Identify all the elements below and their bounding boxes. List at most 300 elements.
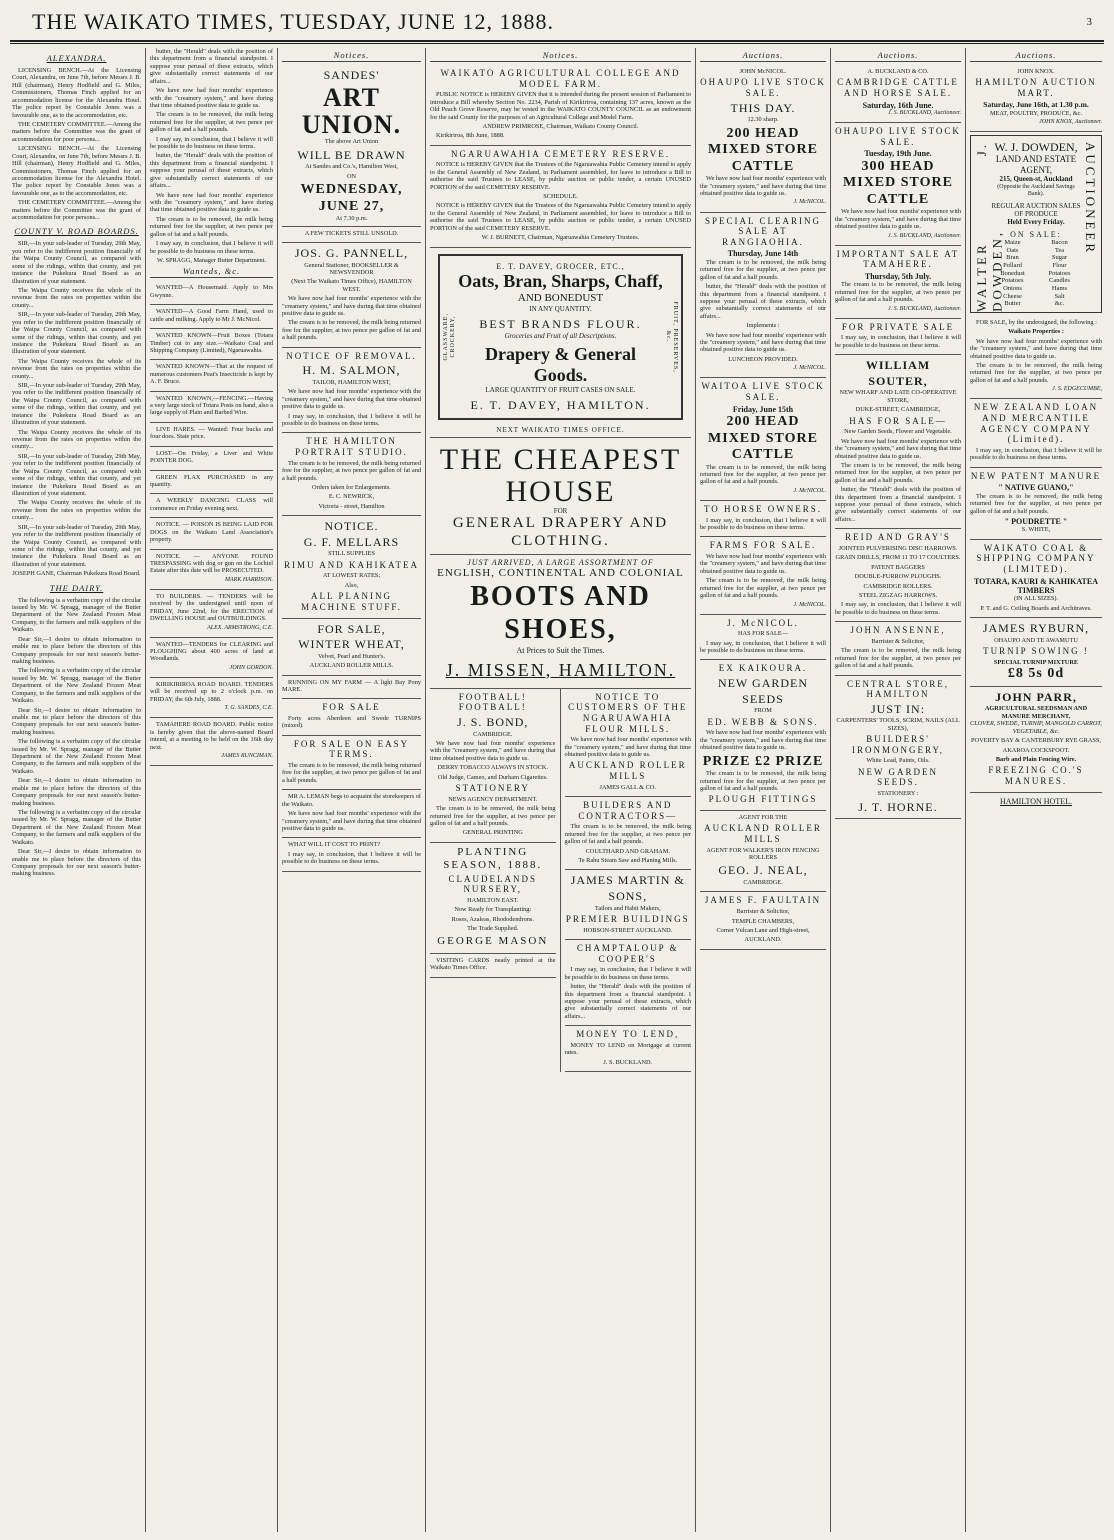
ad-line: Kirikiriroa, 8th June, 1888.: [436, 132, 505, 140]
ad-line: MEAT, POULTRY, PRODUCE, &c.: [989, 109, 1083, 117]
article-paragraph: LICENSING BENCH.—At the Licensing Court, Alexandra, on June 7th, before Messrs J. B. Hill (chairman), Henry Hodfield and G. Miles, Commissioners, Thomas Finch applied for an accommodation license for the Alexandra Hotel. The police report by Constable Jones was a favourable one, as to the accommodation, etc.: [12, 67, 141, 119]
ad-line: Implements :: [746, 322, 780, 330]
signer-name: JOHN GORDON.: [229, 664, 273, 671]
article-paragraph: The cream is to be removed, the milk being returned free for the supplier, at two pence per gallon of fat and a half pounds.: [150, 215, 273, 238]
goods-item: Candles: [1049, 277, 1070, 285]
ad-line: NEXT WAIKATO TIMES OFFICE.: [496, 425, 625, 434]
wanted-ad: [150, 494, 273, 518]
turnips-ad: [282, 699, 421, 735]
ad-body: butter, the "Herald" deals with the position of this department from a financial standpoint. I suppose your perusal of these extracts, which give substantially correct statements of our affairs...: [564, 983, 691, 1020]
ad-body: We have now had four months' experience with the "creamery system," and have during that time obtained positive data to guide us.: [700, 331, 826, 354]
ad-line: The Trade Supplied.: [467, 925, 519, 933]
ad-line: PLOUGH FITTINGS: [708, 794, 818, 805]
ad-headline: FOR SALE,: [317, 621, 386, 636]
ad-line: CAMBRIDGE.: [743, 879, 783, 887]
ad-headline: Oats, Bran, Sharps, Chaff,: [458, 271, 663, 292]
ad-headline: FOR SALE ON EASY TERMS.: [293, 738, 410, 760]
ad-headline: J. S. BOND,: [457, 715, 529, 729]
ad-headline: CLAUDELANDS NURSERY,: [448, 873, 537, 895]
auctioneer-name: J. S. BUCKLAND, Auctioneer.: [887, 110, 961, 117]
ad-body: We have now had four months' experience with the "creamery system," and have during that time obtained positive data to guide us.: [282, 388, 421, 411]
ad-body: butter, the "Herald" deals with the position of this department from a financial standpoint. I suppose your perusal of these extracts, which give substantially correct statements of our affairs...: [835, 486, 961, 523]
ad-line: " POUDRETTE ": [1004, 516, 1068, 526]
ad-line: P. T. and G. Ceiling Boards and Architraves.: [980, 604, 1092, 612]
column-4: [426, 48, 696, 1532]
ad-line: ENGLISH, CONTINENTAL AND COLONIAL: [437, 567, 684, 580]
article-paragraph: The following is a verbatim copy of the circular issued by Mr. W. Spragg, manager of the Butter Department of the New Zealand Frozen Meat Company, to the farmers and milk suppliers of the Waikato.: [12, 738, 141, 775]
ad-body: VISITING CARDS neatly printed at the Waikato Times Office.: [430, 956, 556, 972]
ad-line: (Next The Waikato Times Office), HAMILTON WEST.: [291, 278, 412, 293]
ad-body: We have now had four months' experience with the "creamery system," and have during that time obtained positive data to guide us.: [835, 437, 961, 460]
ad-line: General Stationer, BOOKSELLER & NEWSVENDOR: [304, 261, 399, 276]
wanted-ad: [150, 471, 273, 495]
ad-headline: BOOTS AND SHOES,: [470, 581, 651, 646]
vertical-label: FRUIT, PRESERVES, &c.: [664, 301, 678, 373]
article-paragraph: We have now had four months' experience with the "creamery system," and have during that time obtained positive data to guide us.: [150, 191, 273, 214]
ad-line: AUCKLAND ROLLER MILLS: [568, 760, 687, 782]
ad-line: STEEL ZIGZAG HARROWS.: [858, 592, 938, 600]
signer-name: ALEX. ARMSTRONG, C.E.: [207, 624, 273, 631]
ad-line: AND BONEDUST: [517, 292, 604, 305]
ad-headline: FOOTBALL! FOOTBALL!: [458, 691, 527, 713]
ad-line: CAMBRIDGE ROLLERS.: [863, 582, 933, 590]
lower-ads: [430, 689, 691, 1072]
ad-line: STATIONERY: [455, 783, 530, 794]
ad-body: The cream is to be removed, the milk being returned free for the supplier, at two pence per gallon of fat and a half pounds.: [282, 762, 421, 784]
goods-item: Onions: [1003, 284, 1022, 292]
ad-line: BUILDERS' IRONMONGERY,: [851, 734, 945, 755]
ad-body: The cream is to be removed, the milk being returned free for the supplier, at two pence per gallon of fat and a half pounds.: [282, 319, 421, 342]
wanted-ad: [150, 678, 273, 718]
ad-line: Barrister & Solicitor,: [736, 908, 790, 916]
ad-date: Saturday, 16th June.: [862, 100, 934, 110]
wanted-ad: [150, 718, 273, 766]
davey-grocer-ad: [438, 254, 683, 420]
ad-headline: FOR PRIVATE SALE: [841, 321, 955, 332]
souter-ad: [835, 355, 961, 529]
ad-headline: NEW ZEALAND LOAN AND MERCANTILE AGENCY COMPANY (Limited).: [973, 402, 1099, 445]
ad-line: COULTHARD AND GRAHAM.: [585, 847, 670, 855]
mellars-ad: [282, 516, 421, 618]
ad-line: At Sandes and Co.'s, Hamilton West,: [305, 163, 398, 171]
divider: [430, 554, 691, 555]
signer-name: MARK HARRISON.: [225, 576, 273, 583]
goods-item: Potatoes: [1001, 277, 1024, 285]
mcnicol-sale-ad: [700, 615, 826, 661]
ad-line: FREEZING CO.'S MANURES.: [988, 765, 1084, 787]
missen-ad: [430, 441, 691, 689]
ad-headline: W. J. DOWDEN,: [994, 140, 1078, 154]
reid-gray-ad: [835, 529, 961, 622]
heading-wanteds: Wanteds, &c.: [150, 266, 273, 278]
ad-headline: CAMBRIDGE CATTLE AND HORSE SALE.: [837, 77, 959, 99]
ad-line: At 7.30 p.m.: [335, 215, 368, 223]
ad-line: REGULAR AUCTION SALES OF PRODUCE: [991, 201, 1081, 219]
ad-body: TAMAHERE ROAD BOARD. Public notice is hereby given that the above-named Board intend, at a meeting to be held on the 16th day next.: [150, 721, 273, 751]
signature: JOSEPH GANE, Chairman Pukekura Road Board.: [12, 570, 141, 578]
ad-line: WILL BE DRAWN: [297, 147, 406, 162]
article-paragraph: Dear Sir,—I desire to obtain information to enable me to place before the directors of this Company proposals for our next season's butter-making business.: [12, 635, 141, 665]
ad-line: IN ANY QUANTITY.: [529, 305, 592, 314]
ad-headline: JOHN PARR,: [995, 689, 1077, 704]
ad-date: Thursday, 5th July.: [864, 271, 932, 281]
ad-body: WANTED KNOWN,—FENCING.—Having a very large stock of Totara Posts on hand, also a large supply of Plain and Barbed Wire.: [150, 394, 273, 417]
goods-item: Potatoes: [1048, 269, 1071, 277]
ad-body: butter, the "Herald" deals with the position of this department from a financial standpoint. I suppose your perusal of these extracts, which give substantially correct statements of our affairs...: [700, 283, 826, 320]
central-store-ad: [835, 676, 961, 820]
heading-auctions: Auctions.: [835, 50, 961, 62]
vertical-label: WALTER J. DOWDEN,: [974, 142, 1005, 312]
ad-headline: WAIKATO COAL & SHIPPING COMPANY (LIMITED).: [976, 542, 1096, 574]
martin-ad: [565, 870, 692, 940]
ad-headline: THE CHEAPEST HOUSE: [439, 443, 682, 508]
ad-line: " NATIVE GUANO,": [998, 483, 1074, 493]
divider: [282, 226, 421, 227]
ad-headline: JAMES MARTIN & SONS,: [570, 873, 685, 904]
ad-body: The cream is to be removed, the milk being returned free for the supplier, at two pence per gallon of fat and a half pounds.: [700, 770, 826, 792]
private-sale-ad: [835, 319, 961, 355]
ad-body: FOR SALE, by the undersigned, the following :: [976, 318, 1097, 326]
bond-ad: [430, 689, 556, 843]
portrait-studio-ad: [282, 433, 421, 516]
article-paragraph: Dear Sir,—I desire to obtain information to enable me to place before the directors of this Company proposals for our next season's butter-making business.: [12, 706, 141, 736]
ad-headline: BUILDERS AND CONTRACTORS—: [578, 800, 678, 821]
ad-headline: JAMES RYBURN,: [982, 621, 1090, 636]
ohaupo-sale-ad: [835, 123, 961, 246]
tamahere-sale-ad: [835, 246, 961, 319]
heading-auctions: Auctions.: [700, 50, 826, 62]
ad-line: ANDREW PRIMROSE, Chairman, Waikato County Council.: [482, 122, 639, 130]
wanted-ad: [150, 518, 273, 549]
ad-headline: GEORGE MASON: [437, 934, 549, 947]
ad-headline: HAMILTON AUCTION MART.: [975, 77, 1097, 99]
ad-body: The cream is to be removed, the milk being returned free for the supplier, at two pence per gallon of fat and a half pounds.: [700, 463, 826, 486]
auctioneer-name: J. S. BUCKLAND, Auctioneer.: [887, 232, 961, 239]
ad-date: WEDNESDAY, JUNE 27,: [300, 182, 403, 214]
goods-item: &c.: [1054, 300, 1065, 308]
ad-headline: FOR SALE: [322, 702, 381, 713]
ad-line: AGENT,: [1019, 164, 1053, 175]
auctioneer-name: J. McNICOL.: [793, 199, 826, 206]
coal-shipping-ad: [970, 540, 1102, 619]
ad-headline: NEW GARDEN SEEDS: [717, 676, 809, 706]
ad-body: PUBLIC NOTICE is HEREBY GIVEN that it is intended during the present session of Parliament to introduce a Bill whereby Section No. 2234, Parish of Kirikiriroa, containing 137 acres, known as the Old Peach Grove Reserve, may be vested in the WAIKATO COUNTY COUNCIL as an endowment for the said County for the purposes of an Agricultural College and Model Farm.: [430, 91, 691, 121]
ad-headline: 300 HEAD MIXED STORE CATTLE: [843, 158, 953, 207]
ad-line: ON: [346, 172, 357, 180]
ad-line: Orders taken for Enlargements.: [312, 483, 391, 491]
clearing-sale-ad: [700, 213, 826, 379]
ad-line: J. S. BUCKLAND.: [603, 1058, 653, 1066]
ad-headline: SPECIAL CLEARING SALE AT RANGIAOHIA.: [705, 215, 821, 247]
ad-line: Tailors and Habit Makers,: [594, 904, 661, 912]
print-cost-ad: [282, 838, 421, 871]
dowden-ad: [970, 135, 1102, 313]
wanted-ad: [150, 550, 273, 590]
ad-line: ALL PLANING MACHINE STUFF.: [301, 591, 402, 612]
ad-line: White Lead, Paints, Oils.: [866, 757, 930, 765]
ad-body: The cream is to be removed, the milk being returned free for the supplier, at two pence per gallon of fat and a half pounds.: [835, 461, 961, 484]
auctioneer-name: J. McNICOL.: [793, 601, 826, 608]
ad-body: The cream is to be removed, the milk being returned free for the supplier, at two pence per gallon of fat and a half pounds.: [282, 459, 421, 482]
ad-headline: OHAUPO LIVE STOCK SALE.: [835, 126, 961, 147]
waikato-properties-ad: [970, 316, 1102, 399]
ad-line: Barrister & Solicitor,: [871, 637, 925, 645]
heading-alexandra: ALEXANDRA.: [46, 53, 107, 63]
ad-line: ED. WEBB & SONS.: [707, 716, 819, 727]
ad-headline: REID AND GRAY'S: [845, 532, 951, 543]
ad-body: The cream is to be removed, the milk being returned free for the supplier, at two pence per gallon of fat and a half pounds.: [835, 647, 961, 670]
ad-line: Old Judge, Cameo, and Durham Cigarettes.: [437, 773, 548, 781]
heading-the-dairy: THE DAIRY.: [49, 582, 104, 593]
article-paragraph: The Waipa County receives the whole of its revenue from the rates on properties within the county...: [12, 499, 141, 522]
ad-date: Friday, June 15th: [732, 404, 794, 414]
pannell-ad: [282, 243, 421, 348]
ad-headline: GEO. J. NEAL,: [718, 863, 808, 878]
lower-ads-left: [430, 689, 561, 1072]
column-7: [966, 48, 1106, 1532]
ad-headline: EX KAIKOURA.: [718, 663, 808, 674]
ad-line: Waikato Properties :: [1008, 328, 1064, 336]
ad-headline: ART UNION.: [301, 82, 402, 139]
article-paragraph: The following is a verbatim copy of the circular issued by Mr. W. Spragg, manager of the Butter Department of the New Zealand Frozen Meat Company, to the farmers and milk suppliers of the Waikato.: [12, 809, 141, 846]
article-paragraph: I may say, in conclusion, that I believe it will be possible to do business on these terms.: [150, 135, 273, 151]
article-paragraph: SIR,—In your sub-leader of Tuesday, 29th May, you refer to the indifferent position financially of the Waipa County Council, as compared with some of the ridings, within that county, and yet instance the Pukekura Road Board as an illustration of your statement.: [12, 452, 141, 497]
ryburn-ad: [970, 618, 1102, 687]
article-paragraph: butter, the "Herald" deals with the position of this department from a financial standpoint. I suppose your perusal of these extracts, which give substantially correct statements of our affairs...: [150, 48, 273, 85]
ad-line: JOHN McNICOL.: [739, 68, 787, 76]
ad-body: The cream is to be removed, the milk being returned free for the supplier, at two pence per gallon of fat and a half pounds.: [564, 823, 691, 846]
ad-headline: CHAMPTALOUP & COOPER'S: [576, 943, 679, 964]
manure-ad: [970, 468, 1102, 540]
article-paragraph: The Waipa County receives the whole of its revenue from the rates on properties within the county...: [12, 287, 141, 309]
ad-line: DUKE-STREET, CAMBRIDGE,: [855, 406, 941, 414]
ad-line: A. BUCKLAND & CO.: [867, 68, 929, 76]
article-paragraph: SIR,—In your sub-leader of Tuesday, 29th May, you refer to the indifferent position financially of the Waipa County Council, as compared with some of the ridings, within that county, and yet instance the Pukekura Road Board as an illustration of your statement.: [12, 311, 141, 356]
ad-body: We have now had four months' experience with the "creamery system," and have during that time obtained positive data to guide us.: [970, 337, 1102, 360]
champtaloup-ad: [565, 940, 692, 1026]
ad-body: WANTED—A Good Farm Hand, used to cattle and milking. Apply to Mr J. McNicol.: [150, 308, 273, 323]
cambridge-sale-ad: [835, 65, 961, 123]
heading-county-road-boards: COUNTY V. ROAD BOARDS.: [14, 226, 139, 237]
article-paragraph: Dear Sir,—I desire to obtain information to enable me to place before the directors of this Company proposals for our next season's butter-making business.: [12, 777, 141, 807]
ad-body: I may say, in conclusion, that I believe it will be possible to do business on these terms.: [835, 601, 961, 616]
article-paragraph: butter, the "Herald" deals with the position of this department from a financial standpoint. I suppose your perusal of these extracts, which give substantially correct statements of our affairs...: [150, 152, 273, 190]
garden-seeds-ad: [700, 660, 826, 810]
ad-body: WANTED—TENDERS for CLEARING and PLOUGHING about 400 acres of land at Woodlands.: [150, 640, 273, 663]
ad-headline: WINTER WHEAT,: [298, 637, 405, 652]
auctioneer-name: JOHN KNOX, Auctioneer.: [1039, 118, 1102, 125]
article-paragraph: SIR,—In your sub-leader of Tuesday, 29th May, you refer to the indifferent position financially of the Waipa County Council, as compared with some of the ridings, within that county, and yet instance the Pukekura Road Board as an illustration of your statement.: [12, 523, 141, 568]
wanted-ad: [150, 281, 273, 305]
ad-body: The cream is to be removed, the milk being returned free for the supplier, at two pence per gallon of fat and a half pounds.: [970, 361, 1102, 384]
faultain-ad: [700, 892, 826, 949]
removal-ad: [282, 348, 421, 434]
wanted-ad: [150, 590, 273, 638]
ad-body: I may say, in conclusion, that I believe it will be possible to do business on these terms.: [970, 446, 1102, 462]
wanted-ad: [150, 447, 273, 471]
ad-headline: G. F. MELLARS: [303, 534, 400, 549]
signer-name: JAMES RUNCIMAN.: [221, 753, 273, 760]
article-paragraph: The following is a verbatim copy of the circular issued by Mr. W. Spragg, manager of the Butter Department of the New Zealand Frozen Meat Company, to the farmers and milk suppliers of the Waikato.: [12, 667, 141, 705]
visiting-cards-ad: [430, 954, 556, 978]
ad-body: NOTICE is HEREBY GIVEN that the Trustees of the Ngaruawahia Public Cemetery intend to apply to the General Assembly of New Zealand, in Parliament assembled, for leave to introduce a Bill to authorise the said Trustees to LEASE, by public auction or public tender, a certain UNUSED PORTION of the said CEMETERY RESERVE.: [430, 161, 691, 191]
ad-line: FROM: [754, 707, 772, 715]
college-notice: [430, 65, 691, 146]
ad-line: Roses, Azaleas, Rhododendrons.: [451, 915, 534, 923]
signer-name: T. G. SANDES, C.E.: [224, 705, 273, 712]
ad-body: TO BUILDERS. — TENDERS will be received by the undersigned until noon of FRIDAY, June 22nd, for the ERECTION of DWELLING HOUSE and OUTBUILDINGS.: [150, 592, 273, 623]
ad-line: STATIONERY :: [877, 790, 919, 798]
ad-line: AGENT FOR THE: [738, 813, 788, 821]
ad-line: Groceries and Fruit of all Descriptions.: [504, 331, 617, 340]
ad-line: AGRICULTURAL SEEDSMAN AND MANURE MERCHANT,: [984, 705, 1088, 720]
ad-headline: MONEY TO LEND,: [576, 1029, 680, 1040]
ad-body: KIRIKIRIROA ROAD BOARD. TENDERS will be received up to 2 o'clock p.m. on FRIDAY, the 6th July, 1888.: [150, 680, 273, 703]
ad-line: AUCKLAND.: [744, 936, 782, 944]
article-paragraph: The following is a verbatim copy of the circular issued by Mr. W. Spragg, manager of the Butter Department of the New Zealand Frozen Meat Company, to the farmers and milk suppliers of the Waikato.: [12, 596, 141, 634]
ad-body: We have now had four months' experience with the "creamery system," and have during that time obtained positive data to guide us.: [700, 553, 826, 575]
ad-line: At Prices to Suit the Times.: [516, 646, 605, 656]
wanted-ad: [150, 638, 273, 678]
ad-line: TURNIP SOWING !: [983, 646, 1089, 657]
ad-line: NEW WHARF AND LATE CO-OPERATIVE STORE,: [839, 389, 957, 404]
ad-headline: THE HAMILTON PORTRAIT STUDIO.: [295, 436, 408, 458]
ad-line: RIMU AND KAHIKATEA: [284, 559, 419, 570]
ad-line: SCHEDULE.: [543, 193, 578, 201]
goods-item: Butter: [1004, 300, 1021, 308]
article-paragraph: LICENSING BENCH.—At the Licensing Court, Alexandra, on June 7th, before Messrs J. B. Hill (chairman), Henry Hodfield and G. Miles, Commissioners, Thomas Finch applied for an accommodation license for the Alexandra Hotel. The police report by Constable Jones was a favourable one, as to the accommodation, etc.: [12, 145, 141, 197]
waitoa-sale-ad: [700, 378, 826, 501]
ad-body: The cream is to be removed, the milk being returned free for the supplier, at two pence per gallon of fat and a half pounds.: [835, 281, 961, 304]
ad-body: The cream is to be removed, the milk being returned free for the supplier, at two pence per gallon of fat and a half pounds.: [700, 577, 826, 600]
ad-body: GREEN FLAX PURCHASED in any quantity.: [150, 473, 273, 488]
cemetery-notice: [430, 146, 691, 248]
ad-body: We have now had four months' experience with the "creamery system," and have during that time obtained positive data to guide us.: [282, 295, 421, 318]
ad-line: S. WHITE,: [1021, 526, 1051, 534]
ad-line: OHAUPO AND TE AWAMUTU: [994, 636, 1078, 644]
ad-line: Now Ready for Transplanting:: [454, 906, 532, 914]
leman-ad: [282, 790, 421, 838]
ad-line: JUST ARRIVED, A LARGE ASSORTMENT OF: [467, 557, 654, 567]
money-ad: [565, 1026, 692, 1072]
ad-line: HOBSON-STREET AUCKLAND.: [583, 926, 673, 934]
easy-terms-ad: [282, 736, 421, 790]
ad-body: The cream is to be removed, the milk being returned free for the supplier, at two pence per gallon of fat and a half pounds.: [430, 805, 556, 827]
goods-item: Pollard: [1003, 261, 1022, 269]
ad-line: JOHN KNOX.: [1017, 68, 1055, 76]
parr-ad: [970, 687, 1102, 793]
ad-line: LUNCHEON PROVIDED.: [728, 355, 798, 363]
ad-headline: J. MISSEN, HAMILTON.: [445, 659, 676, 680]
ad-line: GRAIN DRILLS, FROM 11 TO 17 COULTERS.: [835, 554, 961, 562]
goods-item: Cheese: [1003, 292, 1022, 300]
builders-ad: [565, 797, 692, 870]
ad-headline: J. McNICOL.: [727, 617, 799, 628]
ad-headline: GENERAL DRAPERY AND CLOTHING.: [452, 515, 669, 549]
ad-line: Victoria - street, Hamilton: [318, 502, 385, 510]
ansenne-ad: [835, 622, 961, 675]
wanted-ad: [150, 392, 273, 423]
auctioneer-name: J. McNICOL.: [793, 365, 826, 372]
ad-headline: PLANTING SEASON, 1888.: [443, 845, 543, 871]
ad-line: THIS DAY.: [730, 100, 796, 115]
ad-line: A FEW TICKETS STILL UNSOLD.: [304, 229, 399, 237]
running-ad: [282, 676, 421, 700]
ad-line: DOUBLE-FURROW PLOUGHS.: [854, 573, 942, 581]
ad-headline: JUST IN:: [870, 701, 926, 716]
ad-line: CARPENTERS' TOOLS, SCRIM, NAILS (ALL SIZES),: [836, 717, 960, 732]
agent-ad: [700, 811, 826, 893]
ad-body: LIVE HARES. — Wanted: Four bucks and four does. State price.: [150, 425, 273, 441]
ad-line: NEWS AGENCY DEPARTMENT.: [448, 795, 538, 803]
wanted-ads-list: [150, 281, 273, 766]
article-paragraph: We have now had four months' experience with the "creamery system," and have during that time obtained positive data to guide us.: [150, 87, 273, 109]
goods-item: Sugar: [1051, 254, 1068, 262]
ad-line: (Opposite the Auckland Savings Bank).: [997, 183, 1075, 197]
ad-date: Thursday, June 14th: [727, 249, 799, 259]
flour-mills-ad: [565, 689, 692, 797]
ad-line: E. C. NEWRICK,: [328, 493, 375, 501]
wanted-ad: [150, 423, 273, 447]
ad-body: A WEEKLY DANCING CLASS will commence on Friday evening next.: [150, 497, 273, 512]
ad-body: I may say, in conclusion, that I believe it will be possible to do business on these terms.: [700, 516, 826, 531]
ad-line: TOTARA, KAURI & KAHIKATEA TIMBERS: [973, 576, 1098, 596]
goods-item: Maize: [1004, 238, 1021, 246]
article-paragraph: Dear Sir,—I desire to obtain information to enable me to place before the directors of this Company proposals for our next season's butter-making business.: [12, 848, 141, 878]
ad-line: FOR: [553, 507, 568, 516]
ad-date: Tuesday, 19th June.: [864, 149, 932, 159]
ad-line: JOINTED PULVERISING DISC HARROWS.: [838, 544, 958, 552]
ad-body: NOTICE. — ANYONE FOUND TRESPASSING with dog or gun on the Lochiel Estate after this date will be PROSECUTED.: [150, 552, 273, 575]
ad-line: AUCKLAND ROLLER MILLS.: [309, 662, 394, 670]
column-5: [696, 48, 831, 1532]
column-1: [8, 48, 146, 1532]
ad-line: Velvet, Pearl and Hunter's.: [317, 652, 386, 660]
ad-line: 215, Queen-st, Auckland: [999, 175, 1073, 184]
ad-body: We have now had four months' experience with the "creamery system," and have during that time obtained positive data to guide us.: [835, 208, 961, 231]
ad-line: AKAROA COCKSFOOT.: [1002, 746, 1070, 754]
ad-body: I may say, in conclusion, that I believe it will be possible to do business on these terms.: [282, 850, 421, 866]
ad-body: We have now had four months' experience with the "creamery system," and have during that time obtained positive data to guide us.: [700, 729, 826, 752]
ad-body: MR A. LEMAN begs to acquaint the storekeepers of the Waikato.: [282, 793, 421, 808]
ad-line: E. T. DAVEY, HAMILTON.: [470, 397, 651, 412]
ad-body: We have now had four months' experience with the "creamery system," and have during that time obtained positive data to guide us.: [282, 810, 421, 833]
ad-headline: JOS. G. PANNELL,: [294, 245, 409, 260]
lower-ads-right: [561, 689, 692, 1072]
ad-line: Barb and Plain Fencing Wire.: [995, 756, 1077, 764]
ad-line: Also,: [344, 581, 359, 589]
ad-line: Corner Vulcan Lane and High-street,: [716, 926, 810, 934]
auctioneer-name: J. McNICOL.: [793, 487, 826, 494]
article-paragraph: The cream is to be removed, the milk being returned free for the supplier, at two pence per gallon of fat and a half pounds.: [150, 111, 273, 134]
ad-line: W. J. BURNETT, Chairman, Ngaruawahia Cemetery Trustees.: [481, 234, 640, 242]
ad-line: 12.30 sharp.: [747, 116, 779, 124]
article-paragraph: SIR,—In your sub-leader of Tuesday, 29th May, you refer to the indifferent position financially of the Waipa County Council, as compared with some of the ridings, within that county, and yet instance the Pukekura Road Board as an illustration of your statement.: [12, 240, 141, 285]
ad-body: I may say, in conclusion, that I believe it will be possible to do business on these terms.: [835, 334, 961, 349]
article-paragraph: THE CEMETERY COMMITTEE.—Among the matters before the Committee was the grant of accommodation for poor persons...: [12, 199, 141, 222]
ad-line: LARGE QUANTITY OF FRUIT CASES ON SALE.: [485, 386, 636, 395]
column-6: [831, 48, 966, 1532]
ad-line: TEMPLE CHAMBERS,: [731, 917, 795, 925]
auctioneer-name: J. S. EDGECUMBE,: [1052, 386, 1102, 393]
ad-headline: JOHN ANSENNE,: [850, 625, 946, 636]
masthead-rule: [10, 40, 1104, 44]
nz-loan-ad: [970, 399, 1102, 467]
column-2: [146, 48, 278, 1532]
ad-headline: NEW PATENT MANURE: [970, 470, 1102, 481]
winter-wheat-ad: [282, 619, 421, 676]
goods-item: Flour: [1052, 261, 1067, 269]
